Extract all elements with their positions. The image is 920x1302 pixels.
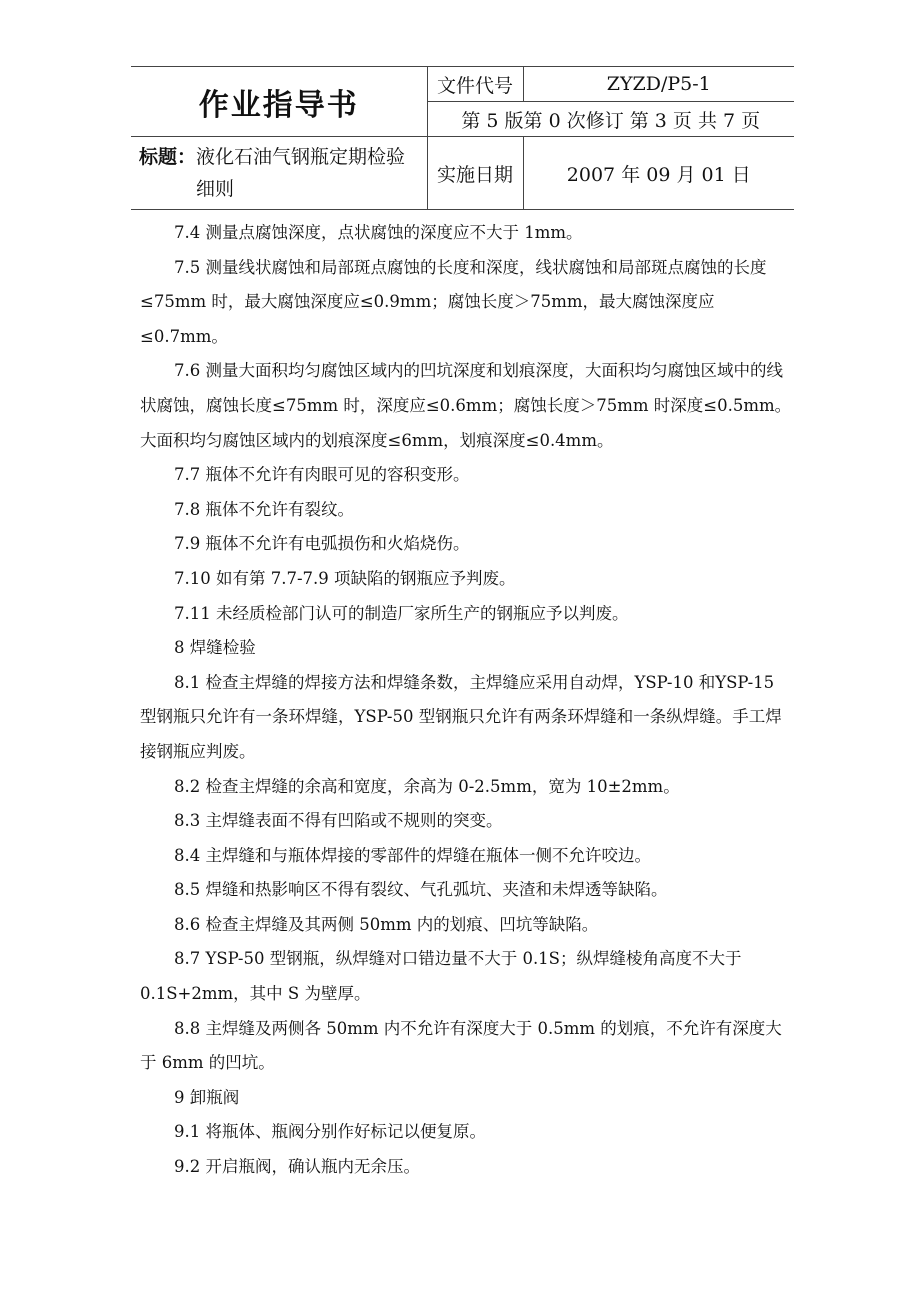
date-label: 实施日期: [427, 137, 523, 210]
paragraph: 9.1 将瓶体、瓶阀分别作好标记以便复原。: [174, 1122, 486, 1142]
date-value: 2007 年 09 月 01 日: [523, 137, 794, 210]
subject-label: 标题：: [139, 146, 197, 168]
paragraph: 7.9 瓶体不允许有电弧损伤和火焰烧伤。: [174, 534, 470, 554]
paragraph: 8.4 主焊缝和与瓶体焊接的零部件的焊缝在瓶体一侧不允许咬边。: [174, 845, 651, 865]
document-body: [140, 216, 795, 1185]
document-title: 作业指导书: [131, 67, 427, 137]
paragraph: 7.10 如有第 7.7-7.9 项缺陷的钢瓶应予判废。: [174, 568, 516, 588]
paragraph: 8.5 焊缝和热影响区不得有裂纹、气孔弧坑、夹渣和未焊透等缺陷。: [174, 880, 668, 900]
paragraph: 7.8 瓶体不允许有裂纹。: [174, 499, 354, 519]
paragraph: 8.8 主焊缝及两侧各 50mm 内不允许有深度大于 0.5mm 的划痕，不允许有深度大于 6mm 的凹坑。: [140, 1018, 782, 1073]
paragraph: 8.2 检查主焊缝的余高和宽度，余高为 0-2.5mm，宽为 10±2mm。: [174, 776, 680, 796]
paragraph: 7.5 测量线状腐蚀和局部斑点腐蚀的长度和深度，线状腐蚀和局部斑点腐蚀的长度≤75mm 时，最大腐蚀深度应≤0.9mm；腐蚀长度＞75mm，最大腐蚀深度应≤0.7mm。: [140, 257, 767, 346]
doc-code-value: ZYZD/P5-1: [523, 67, 794, 102]
document-header-table: [131, 66, 794, 210]
doc-code-label: 文件代号: [427, 67, 523, 102]
paragraph: 8.3 主焊缝表面不得有凹陷或不规则的突变。: [174, 811, 503, 831]
paragraph: 9.2 开启瓶阀，确认瓶内无余压。: [174, 1157, 420, 1177]
revision-info: 第 5 版第 0 次修订 第 3 页 共 7 页: [427, 102, 794, 137]
paragraph: 8.6 检查主焊缝及其两侧 50mm 内的划痕、凹坑等缺陷。: [174, 914, 599, 934]
subject-text: 液化石油气钢瓶定期检验细则: [196, 146, 406, 200]
paragraph: 7.4 测量点腐蚀深度，点状腐蚀的深度应不大于 1mm。: [174, 223, 583, 242]
section-heading: 9 卸瓶阀: [174, 1087, 240, 1107]
paragraph: 7.11 未经质检部门认可的制造厂家所生产的钢瓶应予以判废。: [174, 603, 629, 623]
paragraph: 8.1 检查主焊缝的焊接方法和焊缝条数，主焊缝应采用自动焊，YSP-10 和YSP-15 型钢瓶只允许有一条环焊缝，YSP-50 型钢瓶只允许有两条环焊缝和一条纵焊缝。手工焊接钢瓶应判废。: [140, 672, 782, 761]
paragraph: 8.7 YSP-50 型钢瓶，纵焊缝对口错边量不大于 0.1S；纵焊缝棱角高度不大于 0.1S+2mm，其中 S 为壁厚。: [140, 949, 742, 1004]
section-heading: 8 焊缝检验: [174, 638, 256, 658]
subject-cell: [131, 137, 427, 210]
paragraph: 7.7 瓶体不允许有肉眼可见的容积变形。: [174, 465, 470, 485]
paragraph: 7.6 测量大面积均匀腐蚀区域内的凹坑深度和划痕深度，大面积均匀腐蚀区域中的线状腐蚀，腐蚀长度≤75mm 时，深度应≤0.6mm；腐蚀长度＞75mm 时深度≤0.5mm。大面积均匀腐蚀区域内的划痕深度≤6mm，划痕深度≤0.4mm。: [140, 361, 792, 450]
